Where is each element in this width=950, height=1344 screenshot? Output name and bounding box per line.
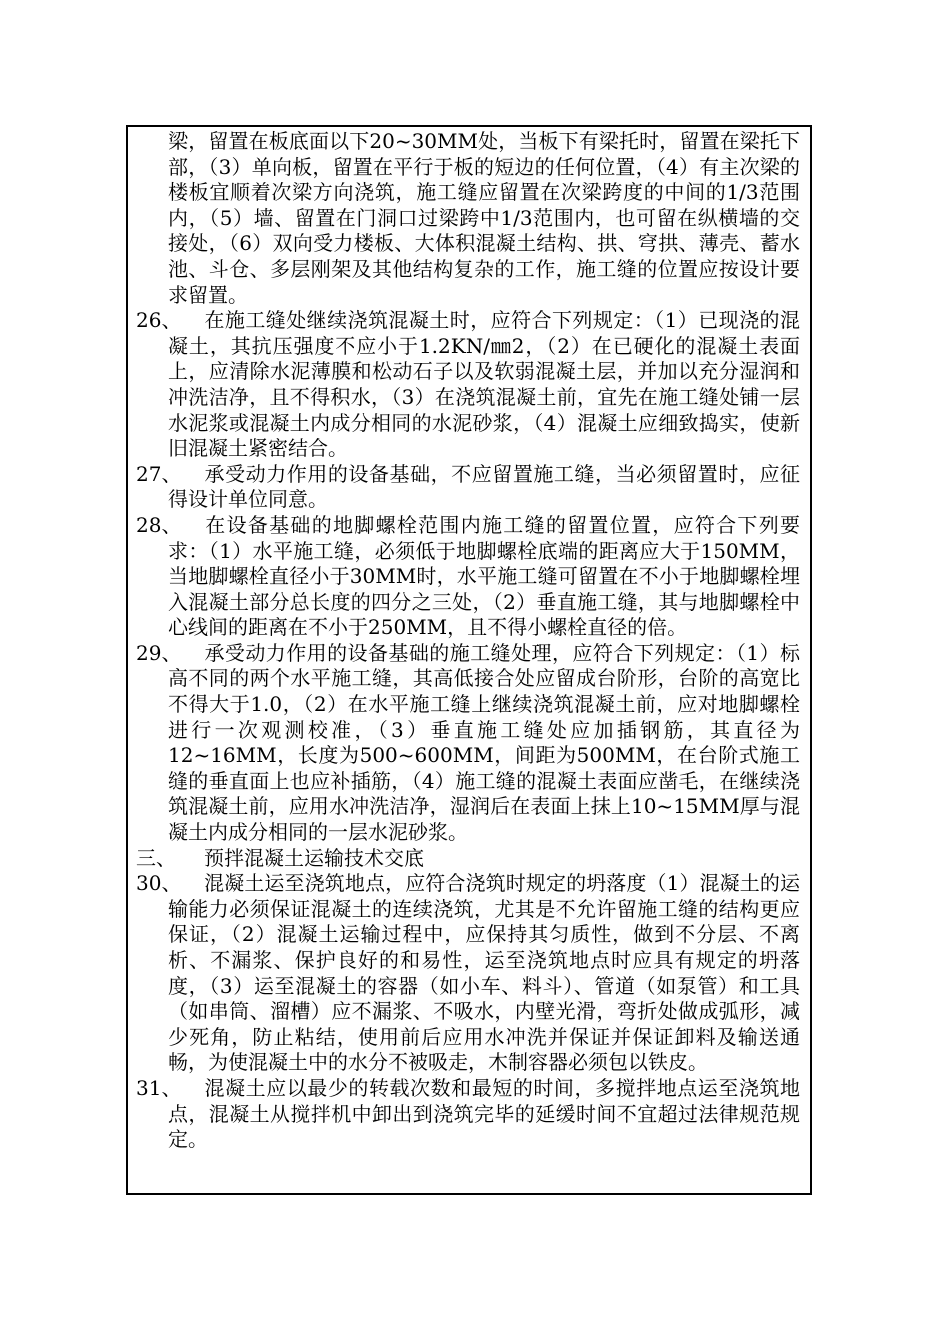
section-title: 预拌混凝土运输技术交底 — [204, 845, 424, 870]
paragraph-28 — [136, 513, 800, 641]
paragraph-text: 承受动力作用的设备基础，不应留置施工缝，当必须留置时，应征得设计单位同意。 — [168, 461, 800, 512]
paragraph-continuation — [136, 129, 800, 308]
paragraph-text: 承受动力作用的设备基础的施工缝处理，应符合下列规定：（1）标高不同的两个水平施工缝，其高低接合处应留成台阶形，台阶的高宽比不得大于1.0，（2）在水平施工缝上继续浇筑混凝土前，应对地脚螺栓进行一次观测校准，（3）垂直施工缝处应加插钢筋，其直径为12~16MM，长度为500~600MM，间距为500MM，在台阶式施工缝的垂直面上也应补插筋，（4）施工缝的混凝土表面应凿毛，在继续浇筑混凝土前，应用水冲洗洁净，湿润后在表面上抹上10~15MM厚与混凝土内成分相同的一层水泥砂浆。 — [168, 640, 800, 845]
paragraph-number: 27、 — [136, 461, 182, 486]
paragraph-27 — [136, 462, 800, 513]
paragraph-31 — [136, 1076, 800, 1153]
paragraph-number: 31、 — [136, 1075, 182, 1100]
paragraph-26 — [136, 308, 800, 462]
paragraph-number: 28、 — [136, 512, 182, 537]
paragraph-text: 混凝土运至浇筑地点，应符合浇筑时规定的坍落度（1）混凝土的运输能力必须保证混凝土的连续浇筑，尤其是不允许留施工缝的结构更应保证，（2）混凝土运输过程中，应保持其匀质性，做到不分层、不离析、不漏浆、保护良好的和易性，运至浇筑地点时应具有规定的坍落度，（3）运至混凝土的容器（如小车、料斗）、管道（如泵管）和工具（如串筒、溜槽）应不漏浆、不吸水，内壁光滑，弯折处做成弧形，减少死角，防止粘结，使用前后应用水冲洗并保证并保证卸料及输送通畅，为使混凝土中的水分不被吸走，木制容器必须包以铁皮。 — [168, 871, 800, 1075]
section-heading-3 — [136, 846, 800, 872]
paragraph-text: 混凝土应以最少的转载次数和最短的时间，多搅拌地点运至浇筑地点，混凝土从搅拌机中卸出到浇筑完毕的延缓时间不宜超过法律规范规定。 — [168, 1075, 800, 1152]
paragraph-text: 梁，留置在板底面以下20~30MM处，当板下有梁托时，留置在梁托下部，（3）单向板，留置在平行于板的短边的任何位置，（4）有主次梁的楼板宜顺着次梁方向浇筑，施工缝应留置在次梁跨度的中间的1/3范围内，（5）墙、留置在门洞口过梁跨中1/3范围内，也可留在纵横墙的交接处，（6）双向受力楼板、大体积混凝土结构、拱、穹拱、薄壳、蓄水池、斗仓、多层刚架及其他结构复杂的工作，施工缝的位置应按设计要求留置。 — [168, 129, 800, 307]
paragraph-text: 在施工缝处继续浇筑混凝土时，应符合下列规定：（1）已现浇的混凝土，其抗压强度不应小于1.2KN/㎜2，（2）在已硬化的混凝土表面上，应清除水泥薄膜和松动石子以及软弱混凝土层，并加以充分湿润和冲洗洁净，且不得积水，（3）在浇筑混凝土前，宜先在施工缝处铺一层水泥浆或混凝土内成分相同的水泥砂浆，（4）混凝土应细致捣实，使新旧混凝土紧密结合。 — [168, 308, 800, 461]
paragraph-text: 在设备基础的地脚螺栓范围内施工缝的留置位置，应符合下列要求：（1）水平施工缝，必须低于地脚螺栓底端的距离应大于150MM，当地脚螺栓直径小于30MM时，水平施工缝可留置在不小于地脚螺栓埋入混凝土部分总长度的四分之三处，（2）垂直施工缝，其与地脚螺栓中心线间的距离在不小于250MM，且不得小螺栓直径的倍。 — [168, 512, 800, 640]
section-number: 三、 — [136, 845, 176, 870]
paragraph-number: 30、 — [136, 871, 182, 896]
paragraph-number: 26、 — [136, 308, 182, 333]
document-frame — [126, 125, 812, 1195]
paragraph-number: 29、 — [136, 640, 182, 665]
document-body — [136, 129, 800, 1153]
paragraph-29 — [136, 641, 800, 846]
paragraph-30 — [136, 871, 800, 1076]
